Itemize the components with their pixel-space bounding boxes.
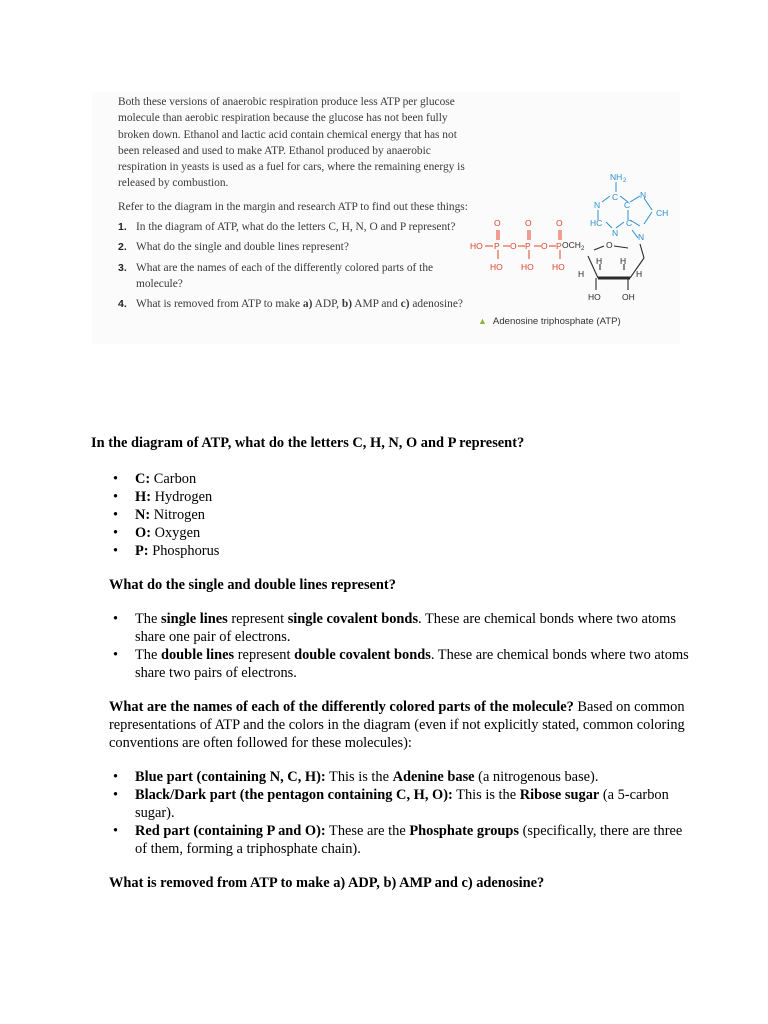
svg-text:HO: HO [490,262,503,272]
svg-text:O: O [525,218,532,228]
atp-structure-diagram [470,160,680,310]
svg-text:HO: HO [521,262,534,272]
textbook-excerpt-image [92,92,680,344]
svg-text:C: C [612,192,619,202]
svg-text:P: P [494,241,500,251]
color-parts-list [91,768,691,858]
answer-q2-heading: What do the single and double lines represent? [109,577,396,593]
question-text: What do the single and double lines represent? [136,241,349,254]
svg-text:H: H [636,269,643,279]
svg-text:P: P [556,241,562,251]
svg-text:HO: HO [552,262,565,272]
svg-text:C: C [626,218,633,228]
diagram-caption: ▲ Adenosine triphosphate (ATP) [478,316,621,327]
svg-text:2: 2 [623,178,627,184]
svg-text:O: O [541,241,548,251]
list-item: • O: Oxygen [135,524,691,542]
textbook-question-list [118,219,476,312]
question-text: What are the names of each of the differently colored parts of the molecule? [136,261,434,290]
svg-text:2: 2 [581,246,585,252]
svg-text:N: N [638,232,645,242]
svg-text:C: C [624,200,631,210]
svg-text:CH: CH [656,208,669,218]
list-item: • Blue part (containing N, C, H): This is the Adenine base (a nitrogenous base). [135,768,691,786]
list-item: • Black/Dark part (the pentagon containing C, H, O): This is the Ribose sugar (a 5-carbon sugar). [135,786,691,822]
ribose-sugar [588,244,644,290]
svg-text:H: H [596,256,603,266]
svg-text:OH: OH [622,292,635,302]
answer-q3-intro: Based on common representations of ATP and the colors in the diagram (even if not explicitly stated, common coloring conventions are often followed for these molecules): [109,699,685,751]
svg-text:O: O [510,241,517,251]
question-number: 2. [118,241,127,254]
svg-text:O: O [606,240,613,250]
textbook-text [118,94,476,317]
list-item: • Red part (containing P and O): These are the Phosphate groups (specifically, there are three of them, forming a triphosphate chain). [135,822,691,858]
answer-q4-heading: What is removed from ATP to make a) ADP, b) AMP and c) adenosine? [109,875,545,891]
list-item: • N: Nitrogen [135,506,691,524]
answers-section [91,434,691,892]
textbook-question [118,239,476,255]
svg-text:H: H [620,256,627,266]
question-number: 3. [118,261,127,274]
answer-q1-heading: In the diagram of ATP, what do the letters C, H, N, O and P represent? [91,435,525,451]
question-text: What is removed from ATP to make a) ADP, b) AMP and c) adenosine? [136,298,463,311]
textbook-paragraph-2: Refer to the diagram in the margin and research ATP to find out these things: [118,200,468,213]
triangle-bullet-icon: ▲ [478,316,487,326]
textbook-question [118,260,476,293]
svg-text:HO: HO [470,241,483,251]
svg-text:N: N [594,200,601,210]
phosphate-labels [470,218,565,272]
svg-text:NH: NH [610,172,623,182]
svg-text:O: O [494,218,501,228]
question-text: In the diagram of ATP, what do the letters C, H, N, O and P represent? [136,221,456,234]
textbook-question [118,296,476,312]
svg-text:N: N [612,228,619,238]
textbook-question [118,219,476,235]
adenine-labels [590,172,668,242]
answer-q3-heading: What are the names of each of the differently colored parts of the molecule? [109,699,574,715]
list-item: • The double lines represent double covalent bonds. These are chemical bonds where two atoms share two pairs of electrons. [135,646,691,682]
svg-text:HO: HO [588,292,601,302]
question-number: 4. [118,298,127,311]
question-number: 1. [118,221,127,234]
svg-text:O: O [556,218,563,228]
svg-text:N: N [640,190,647,200]
ribose-labels [562,240,642,302]
svg-text:H: H [578,269,585,279]
list-item: • C: Carbon [135,470,691,488]
list-item: • P: Phosphorus [135,542,691,560]
answer-q3-paragraph [91,698,691,752]
bond-list [91,610,691,682]
svg-text:P: P [525,241,531,251]
svg-text:HC: HC [590,218,603,228]
list-item: • The single lines represent single covalent bonds. These are chemical bonds where two atoms share one pair of electrons. [135,610,691,646]
textbook-paragraph-1: Both these versions of anaerobic respiration produce less ATP per glucose molecule than aerobic respiration because the glucose has not been fully broken down. Ethanol and lactic acid contain chemical energy that has not been released and used to make ATP. Ethanol produced by anaerobic respiration in yeasts is used as a fuel for cars, where the remaining energy is released by combustion. [118,96,465,190]
svg-text:OCH: OCH [562,240,581,250]
element-list [91,470,691,560]
list-item: • H: Hydrogen [135,488,691,506]
